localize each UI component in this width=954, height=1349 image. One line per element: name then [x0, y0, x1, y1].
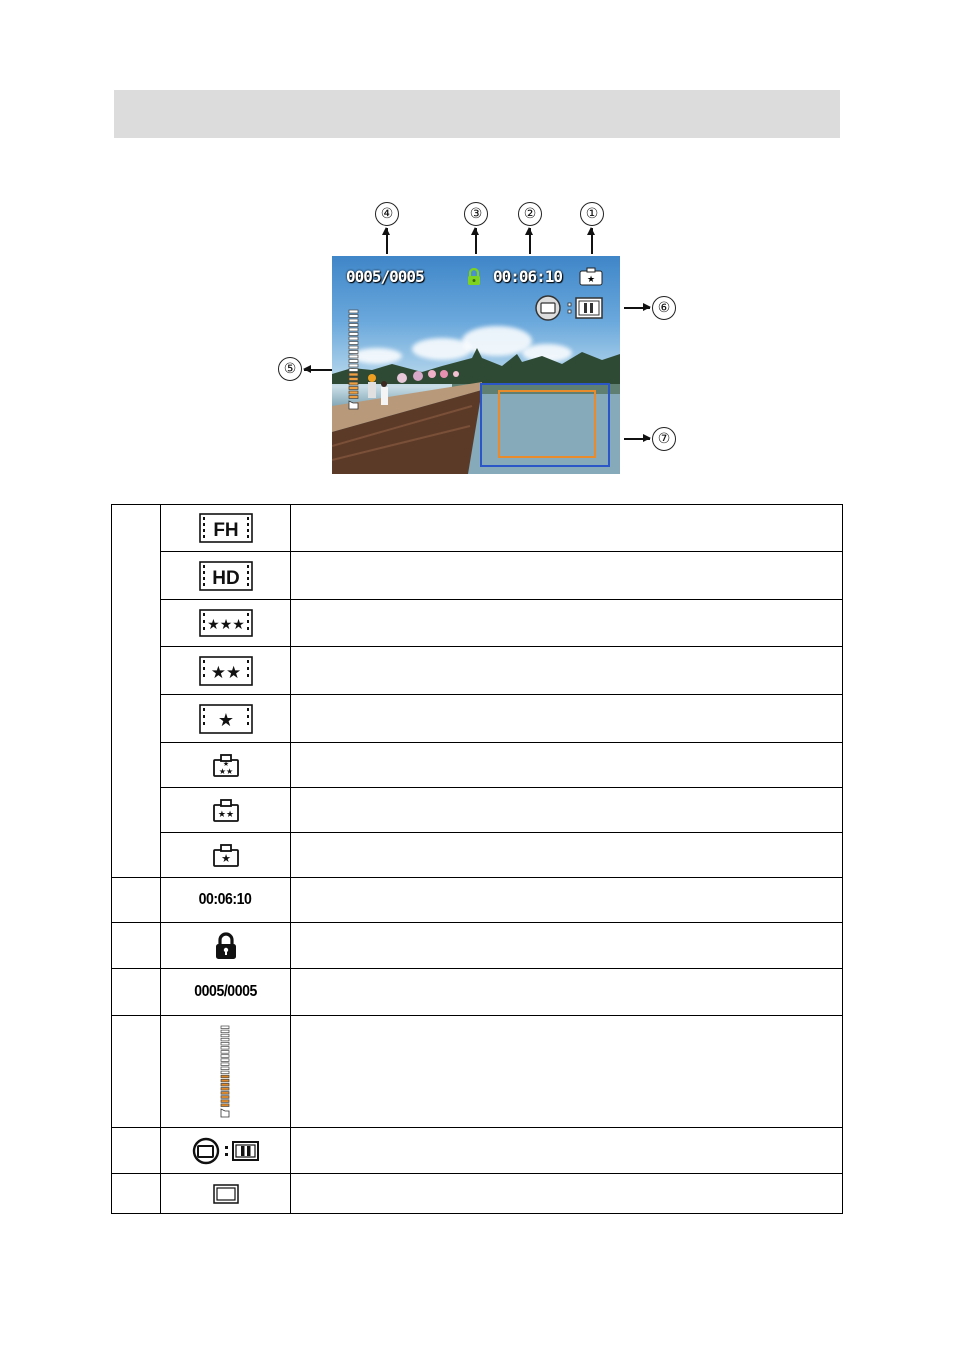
zoom-segment	[221, 1046, 229, 1049]
icon-cell	[161, 505, 291, 552]
zoom-segment	[349, 387, 358, 390]
svg-text:★★: ★★	[218, 767, 233, 776]
face-detection-frame	[498, 390, 596, 458]
lock-icon	[213, 932, 239, 960]
fh-label: FH	[212, 520, 239, 541]
photo-resolution-icon	[579, 266, 603, 286]
svg-text:★: ★	[586, 275, 596, 285]
zoom-segment	[221, 1079, 229, 1082]
zoom-segment	[221, 1038, 229, 1041]
zoom-segment	[349, 337, 358, 340]
arrow-7	[624, 438, 650, 440]
arrow-3	[475, 228, 477, 254]
item-number-cell	[112, 923, 161, 969]
callout-7: ⑦	[652, 427, 676, 451]
svg-text:★: ★	[217, 709, 234, 731]
icon-cell	[161, 923, 291, 969]
zoom-wide-indicator	[349, 401, 358, 409]
icon-cell	[161, 1128, 291, 1174]
zoom-segment	[221, 1054, 229, 1057]
zoom-segment	[221, 1087, 229, 1090]
icon-cell	[161, 1016, 291, 1128]
description-cell	[291, 552, 843, 600]
zoom-segment	[349, 310, 358, 313]
zoom-segment	[349, 391, 358, 394]
item-number-cell	[112, 878, 161, 923]
fh-resolution-icon	[199, 513, 253, 543]
icon-cell	[161, 743, 291, 788]
zoom-segment	[349, 315, 358, 318]
description-cell	[291, 1174, 843, 1214]
item-number-cell	[112, 505, 161, 878]
icon-cell	[161, 647, 291, 695]
callout-1: ①	[580, 202, 604, 226]
icon-cell	[161, 695, 291, 743]
zoom-segment	[349, 342, 358, 345]
zoom-segment	[221, 1103, 229, 1106]
icon-cell	[161, 1174, 291, 1214]
description-cell	[291, 695, 843, 743]
zoom-segment	[349, 351, 358, 354]
zoom-segment	[221, 1091, 229, 1094]
zoom-segment	[221, 1034, 229, 1037]
icon-cell	[161, 969, 291, 1016]
hd-resolution-icon	[199, 561, 253, 591]
zoom-segment	[221, 1099, 229, 1102]
description-cell	[291, 923, 843, 969]
zoom-segment	[349, 360, 358, 363]
photo-counter-text: 0005/0005	[194, 983, 257, 1000]
one-star-video-icon	[199, 704, 253, 734]
zoom-segment	[349, 346, 358, 349]
description-cell	[291, 647, 843, 695]
zoom-segment	[349, 364, 358, 367]
callout-3: ③	[464, 202, 488, 226]
zoom-segment	[221, 1075, 229, 1078]
arrow-6	[624, 307, 650, 309]
zoom-bar-icon	[219, 1024, 233, 1120]
callout-5: ⑤	[278, 357, 302, 381]
description-cell	[291, 788, 843, 833]
svg-text:★★: ★★	[217, 810, 234, 820]
zoom-segment	[221, 1083, 229, 1086]
osd-photo-counter: 0005/0005	[346, 267, 424, 286]
mode-pause-icon	[534, 294, 604, 322]
zoom-wide-indicator	[221, 1109, 229, 1117]
item-number-cell	[112, 1174, 161, 1214]
hd-label: HD	[211, 567, 240, 589]
description-cell	[291, 600, 843, 647]
zoom-segment	[349, 355, 358, 358]
two-star-photo-icon	[212, 798, 240, 822]
svg-text:★★: ★★	[210, 662, 241, 683]
icon-cell	[161, 600, 291, 647]
icon-description-table	[111, 504, 843, 1214]
icon-cell	[161, 552, 291, 600]
icon-cell	[161, 788, 291, 833]
zoom-segment	[349, 369, 358, 372]
svg-text:★: ★	[220, 852, 231, 865]
lock-icon	[466, 268, 482, 286]
three-star-video-icon	[199, 609, 253, 637]
callout-4: ④	[375, 202, 399, 226]
arrow-5	[304, 369, 332, 371]
osd-recording-time: 00:06:10	[493, 267, 563, 286]
arrow-1	[591, 228, 593, 254]
zoom-segment	[349, 382, 358, 385]
zoom-segment	[221, 1058, 229, 1061]
description-cell	[291, 878, 843, 923]
focus-frame-icon	[213, 1184, 239, 1204]
description-cell	[291, 1128, 843, 1174]
icon-cell	[161, 833, 291, 878]
description-cell	[291, 743, 843, 788]
zoom-segment	[349, 396, 358, 399]
zoom-bar-icon	[347, 308, 363, 412]
callout-2: ②	[518, 202, 542, 226]
description-cell	[291, 1016, 843, 1128]
zoom-segment	[221, 1095, 229, 1098]
description-cell	[291, 833, 843, 878]
icon-cell	[161, 878, 291, 923]
svg-text:★★★: ★★★	[206, 617, 245, 633]
zoom-segment	[349, 333, 358, 336]
callout-6: ⑥	[652, 296, 676, 320]
item-number-cell	[112, 1016, 161, 1128]
zoom-segment	[221, 1026, 229, 1029]
mode-pause-icon	[192, 1137, 260, 1165]
zoom-segment	[221, 1062, 229, 1065]
zoom-segment	[349, 328, 358, 331]
description-cell	[291, 969, 843, 1016]
zoom-segment	[349, 324, 358, 327]
section-header-bar	[114, 90, 840, 138]
arrow-4	[386, 228, 388, 254]
two-star-video-icon	[199, 656, 253, 686]
zoom-segment	[349, 373, 358, 376]
one-star-photo-icon	[212, 843, 240, 867]
item-number-cell	[112, 969, 161, 1016]
svg-text:★: ★	[222, 760, 229, 768]
three-star-photo-icon	[212, 753, 240, 777]
description-cell	[291, 505, 843, 552]
item-number-cell	[112, 1128, 161, 1174]
camera-preview-screen	[332, 256, 620, 474]
arrow-2	[529, 228, 531, 254]
zoom-segment	[221, 1071, 229, 1074]
zoom-segment	[221, 1030, 229, 1033]
zoom-segment	[349, 378, 358, 381]
zoom-segment	[221, 1067, 229, 1070]
zoom-segment	[221, 1050, 229, 1053]
zoom-segment	[221, 1042, 229, 1045]
zoom-segment	[349, 319, 358, 322]
recording-time-text: 00:06:10	[199, 891, 252, 908]
